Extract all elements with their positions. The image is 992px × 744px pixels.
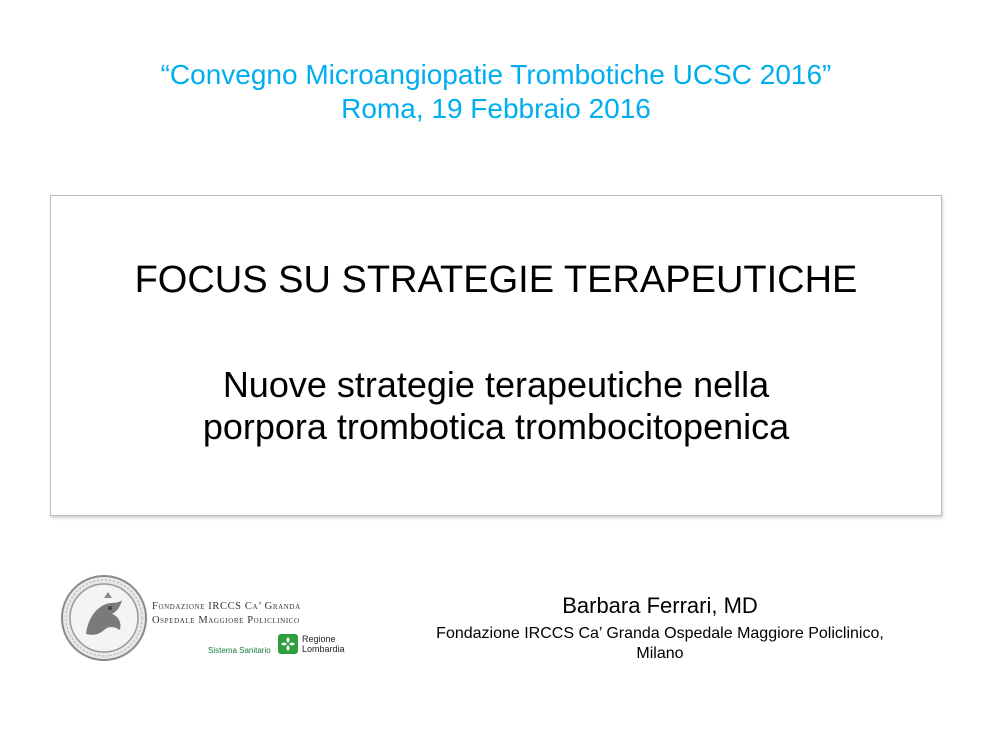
slide-subtitle <box>51 364 941 448</box>
affiliation-line-2: Milano <box>636 645 684 662</box>
slide-heading: FOCUS SU STRATEGIE TERAPEUTICHE <box>134 259 858 301</box>
author-name: Barbara Ferrari, MD <box>562 593 758 618</box>
regione-line-2: Lombardia <box>302 644 345 654</box>
sistema-sanitario-label: Sistema Sanitario <box>208 646 271 655</box>
subtitle-line-2: porpora trombotica trombocitopenica <box>202 406 790 447</box>
regione-lombardia-label <box>302 634 345 654</box>
regione-lombardia-cross-icon <box>278 634 298 654</box>
institution-name <box>152 600 301 628</box>
author-block <box>380 592 940 664</box>
policlinico-seal-icon <box>60 574 148 662</box>
title-box <box>50 195 942 516</box>
author-affiliation <box>380 624 940 664</box>
subtitle-line-1: Nuove strategie terapeutiche nella <box>222 364 770 405</box>
conference-header <box>0 58 992 126</box>
institution-line-1: Fondazione IRCCS Ca’ Granda <box>152 601 301 612</box>
regione-line-1: Regione <box>302 634 336 644</box>
institution-line-2: Ospedale Maggiore Policlinico <box>152 615 300 626</box>
conference-title: “Convegno Microangiopatie Trombotiche UCSC 2016” <box>160 59 832 90</box>
affiliation-line-1: Fondazione IRCCS Ca’ Granda Ospedale Maggiore Policlinico, <box>436 625 884 642</box>
conference-date: Roma, 19 Febbraio 2016 <box>341 93 651 124</box>
institution-logos <box>60 574 370 664</box>
